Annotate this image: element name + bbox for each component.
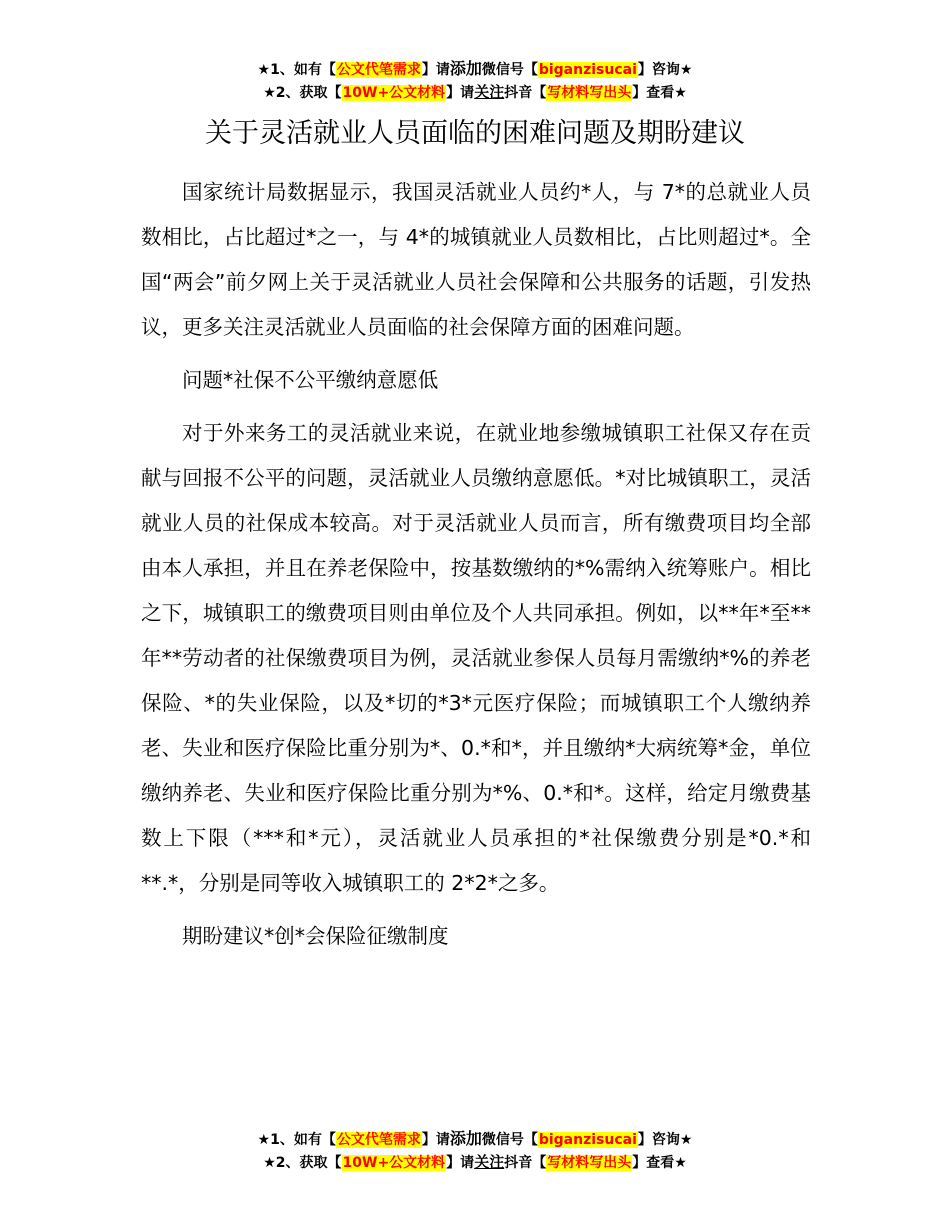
paragraph-problem-detail: 对于外来务工的灵活就业来说，在就业地参缴城镇职工社保又存在贡献与回报不公平的问题，灵活就业人员缴纳意愿低。*对比城镇职工，灵活就业人员的社保成本较高。对于灵活就业人员而言，所有缴费项目均全部由本人承担，并且在养老保险中，按基数缴纳的*%需纳入统筹账户。相比之下，城镇职工的缴费项目则由单位及个人共同承担。例如，以**年*至**年**劳动者的社保缴费项目为例，灵活就业参保人员每月需缴纳*%的养老保险、*的失业保险，以及*切的*3*元医疗保险；而城镇职工个人缴纳养老、失业和医疗保险比重分别为*、0.*和*，并且缴纳*大病统筹*金，单位缴纳养老、失业和医疗保险比重分别为*%、0.*和*。这样，给定月缴费基数上下限（***和*元），灵活就业人员承担的*社保缴费分别是*0.*和**.*，分别是同等收入城镇职工的 2*2*之多。 [141,421,811,895]
document-body [141,170,811,967]
banner-line-1: ★1、如有【公文代笔需求】请添加微信号【biganzisucai】咨询★ [257,1129,693,1148]
document-title: 关于灵活就业人员面临的困难问题及期盼建议 [205,118,745,149]
emphasis-add: 添加 [449,1129,482,1148]
emphasis-follow: 关注 [474,83,505,101]
section-heading-suggestion: 期盼建议*创*会保险征缴制度 [182,924,449,948]
highlight-materials: 10W+公文材料 [342,1155,446,1171]
section-heading-problem: 问题*社保不公平缴纳意愿低 [182,368,439,392]
emphasis-add: 添加 [449,59,482,78]
paragraph-intro: 国家统计局数据显示，我国灵活就业人员约*人，与 7*的总就业人员数相比，占比超过*之一，与 4*的城镇就业人员数相比，占比则超过*。全国“两会”前夕网上关于灵活就业人员社会保障和公共服务的话题，引发热议，更多关注灵活就业人员面临的社会保障方面的困难问题。 [141,180,811,339]
highlight-service: 公文代笔需求 [336,62,421,78]
banner-line-2: ★2、获取【10W+公文材料】请关注抖音【写材料写出头】查看★ [263,83,687,101]
highlight-wechat-id: biganzisucai [538,1132,637,1148]
highlight-service: 公文代笔需求 [336,1132,421,1148]
highlight-materials: 10W+公文材料 [342,85,446,101]
highlight-wechat-id: biganzisucai [538,62,637,78]
highlight-douyin-id: 写材料写出头 [547,1155,632,1171]
banner-line-1: ★1、如有【公文代笔需求】请添加微信号【biganzisucai】咨询★ [257,59,693,78]
footer-banner [0,1128,950,1174]
banner-line-2: ★2、获取【10W+公文材料】请关注抖音【写材料写出头】查看★ [263,1153,687,1171]
header-banner [0,58,950,104]
highlight-douyin-id: 写材料写出头 [547,85,632,101]
emphasis-follow: 关注 [474,1153,505,1171]
